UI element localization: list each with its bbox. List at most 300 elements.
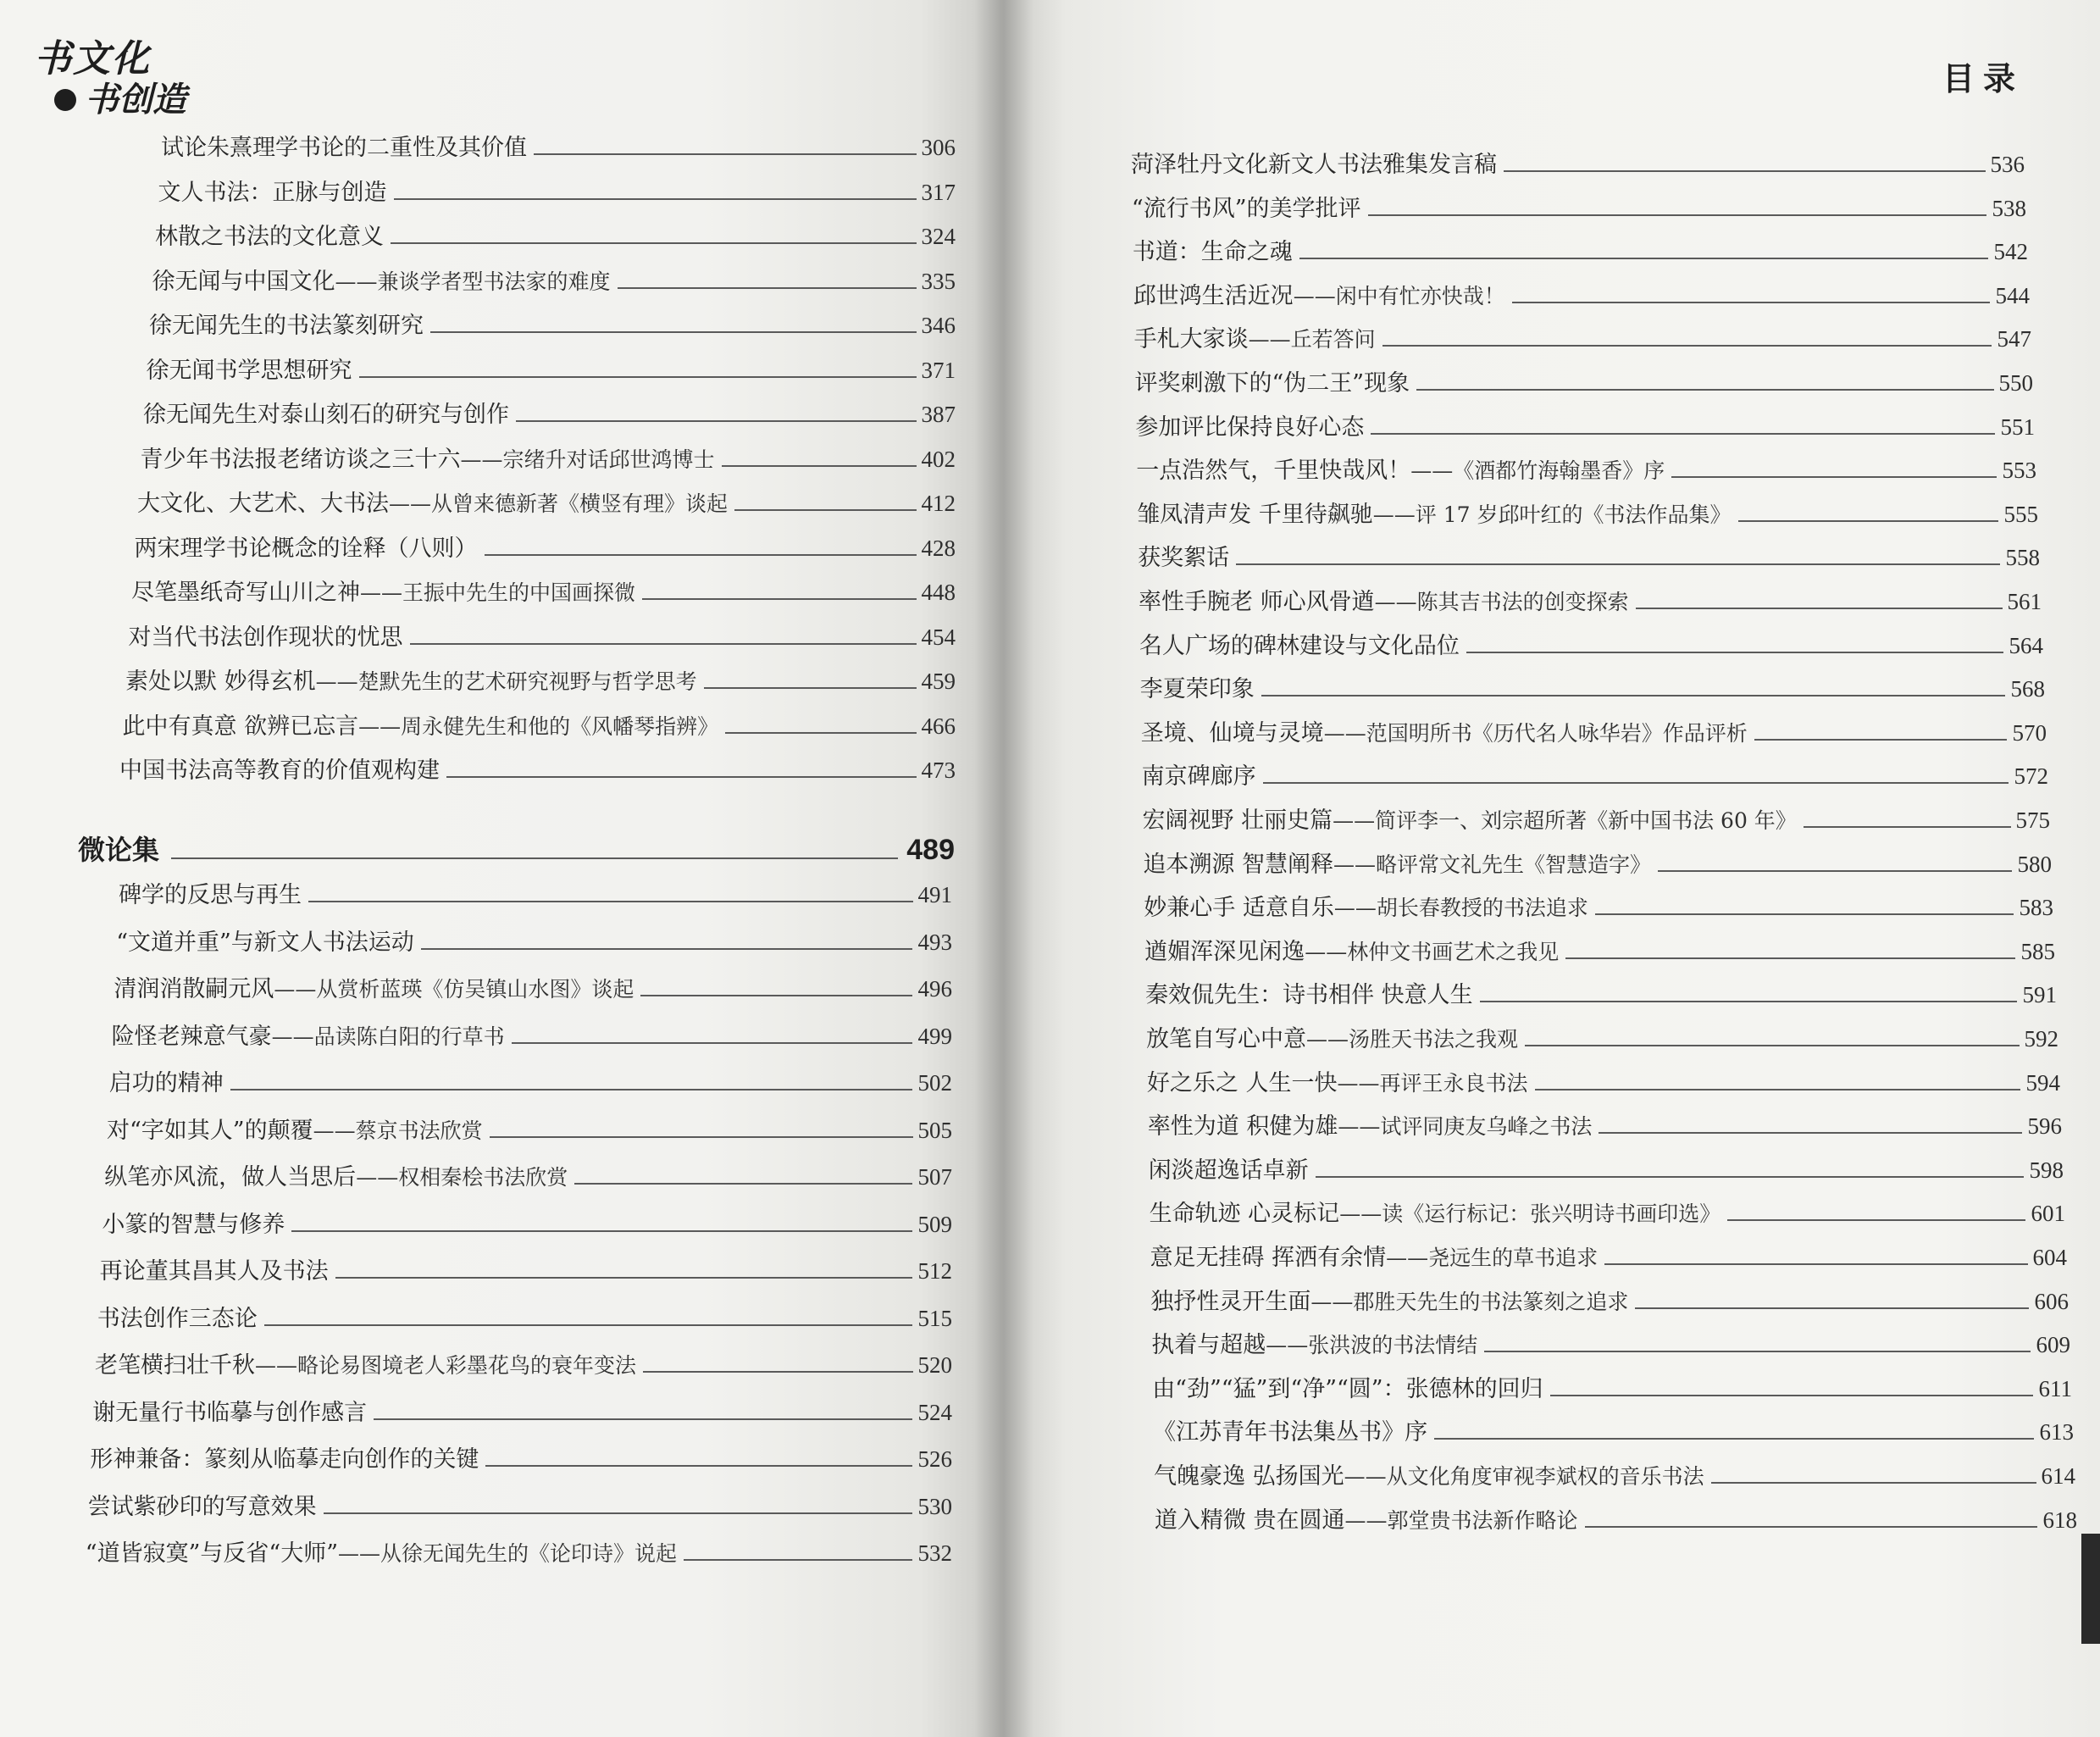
toc-entry-main-title: 再论董其昌其人及书法: [99, 1258, 329, 1285]
leader-line: [324, 1512, 913, 1514]
toc-entry-title: [1135, 414, 1364, 441]
toc-entry-subtitle: ——兼谈学者型书法家的难度: [335, 269, 611, 294]
toc-entry-main-title: 妙兼心手 适意自乐: [1144, 895, 1334, 922]
toc-entry-subtitle: ——丘若答问: [1248, 327, 1376, 352]
toc-entry-main-title: “道皆寂寞”与反省“大师”: [85, 1540, 339, 1567]
leader-line: [308, 901, 913, 902]
leader-line: [264, 1324, 913, 1326]
toc-entry-main-title: 尽笔墨纸奇写山川之神: [131, 580, 360, 606]
toc-entry-main-title: 清润消散嗣元风: [114, 976, 274, 1002]
toc-entry-main-title: 徐无闻书学思想研究: [146, 357, 352, 384]
toc-entry-title: [1141, 720, 1748, 747]
leader-line: [1480, 1001, 2018, 1002]
toc-entry-page-number: 575: [2015, 807, 2050, 833]
leader-line: [574, 1183, 912, 1185]
toc-entry-main-title: 追本溯源 智慧阐释: [1143, 851, 1333, 878]
toc-entry: [1131, 151, 2025, 179]
leader-line: [512, 1042, 913, 1044]
leader-line: [1604, 1263, 2027, 1265]
toc-entry-page-number: 402: [921, 446, 956, 472]
toc-entry-page-number: 551: [2000, 413, 2035, 440]
toc-entry: [1153, 1418, 2074, 1446]
right-page: [1000, 0, 2100, 1737]
toc-entry: [1144, 938, 2055, 966]
toc-entry: [1152, 1375, 2072, 1403]
toc-entry-title: [1139, 589, 1629, 616]
toc-entry-title: [1143, 807, 1797, 835]
leader-line: [230, 1089, 913, 1090]
toc-entry: [1143, 851, 2052, 879]
section-heading: [78, 829, 955, 868]
leader-line: [391, 242, 917, 244]
toc-entry-page-number: 604: [2032, 1245, 2067, 1270]
toc-entry-page-number: 306: [921, 135, 956, 160]
leader-line: [359, 376, 917, 378]
toc-entry-page-number: 542: [1993, 239, 2028, 265]
toc-entry-page-number: 346: [921, 313, 956, 338]
leader-line: [1504, 170, 1986, 172]
toc-entry-page-number: 502: [917, 1070, 952, 1096]
toc-entry: [155, 223, 956, 251]
toc-entry-page-number: 538: [1992, 195, 2026, 221]
leader-line: [1263, 782, 2009, 784]
toc-entry: [88, 1493, 952, 1521]
toc-entry-main-title: 邱世鸿生活近况: [1133, 282, 1294, 309]
toc-entry-title: [119, 882, 302, 909]
toc-entry: [1148, 1113, 2062, 1140]
toc-entry-main-title: 试论朱熹理学书论的二重性及其价值: [161, 135, 527, 161]
toc-entry-subtitle: ——楚默先生的艺术研究视野与哲学思考: [315, 669, 697, 694]
toc-entry-page-number: 454: [921, 624, 956, 650]
toc-entry-subtitle: ——郡胜天先生的书法篆刻之追求: [1310, 1289, 1629, 1314]
toc-entry-page-number: 558: [2005, 545, 2040, 571]
toc-entry-page-number: 509: [917, 1211, 952, 1237]
toc-entry: [1150, 1244, 2068, 1272]
toc-entry: [1146, 1025, 2058, 1053]
toc-entry-title: [95, 1352, 636, 1379]
toc-entry-title: [137, 491, 728, 518]
toc-entry-title: [86, 1540, 677, 1568]
toc-entry-title: [1143, 852, 1651, 879]
toc-entry: [1136, 457, 2036, 485]
toc-entry-page-number: 507: [917, 1164, 952, 1190]
toc-entry-page-number: 613: [2039, 1419, 2074, 1446]
toc-entry-subtitle: ——陈其吉书法的创变探索: [1374, 590, 1629, 614]
toc-entry: [125, 668, 956, 696]
toc-entry: [1135, 369, 2034, 397]
leader-line: [1550, 1395, 2034, 1396]
toc-entry-main-title: “文道并重”与新文人书法运动: [116, 929, 414, 956]
toc-entry-page-number: 466: [921, 713, 956, 739]
toc-entry-main-title: 率性手腕老 师心风骨遒: [1139, 589, 1375, 615]
toc-entry-page-number: 591: [2022, 982, 2057, 1008]
leader-line: [704, 687, 917, 689]
toc-entry: [1133, 282, 2030, 310]
toc-entry-title: [1150, 1289, 1628, 1316]
toc-entry-page-number: 536: [1990, 152, 2025, 177]
toc-entry-title: [1135, 370, 1410, 397]
toc-entry-subtitle: ——从徐无闻先生的《论印诗》说起: [338, 1541, 678, 1566]
toc-entry-main-title: 好之乐之 人生一快: [1146, 1069, 1338, 1096]
leader-line: [1738, 520, 1999, 522]
toc-entry: [147, 357, 956, 385]
toc-entry-main-title: 李夏荣印象: [1139, 676, 1255, 703]
toc-entry-page-number: 526: [917, 1446, 952, 1472]
toc-entry-title: [149, 313, 424, 340]
leader-line: [722, 465, 917, 467]
toc-entry-page-number: 596: [2027, 1113, 2062, 1140]
toc-entry-main-title: 获奖絮话: [1138, 545, 1230, 572]
leader-line: [1236, 563, 2000, 565]
toc-entry: [104, 1163, 952, 1191]
leader-line: [1754, 739, 2008, 741]
toc-entry: [114, 975, 952, 1003]
toc-entry-subtitle: ——从文化角度审视李斌权的音乐书法: [1344, 1464, 1704, 1489]
toc-entry: [1143, 807, 2051, 835]
leader-line: [335, 1277, 913, 1279]
toc-entry-title: [141, 447, 715, 474]
toc-entry-subtitle: ——品读陈白阳的行草书: [271, 1024, 505, 1049]
toc-entry: [107, 1117, 952, 1145]
toc-entry-page-number: 448: [921, 580, 956, 605]
toc-entry-main-title: 菏泽牡丹文化新文人书法雅集发言稿: [1131, 152, 1497, 178]
toc-entry: [1155, 1507, 2077, 1534]
toc-entry-page-number: 412: [921, 491, 956, 516]
toc-entry-page-number: 428: [921, 535, 956, 561]
leader-line: [430, 331, 917, 333]
toc-entry-page-number: 496: [917, 976, 952, 1002]
toc-entry-title: [1134, 326, 1376, 353]
toc-entry-title: [1155, 1507, 1578, 1534]
toc-entry-main-title: 对“字如其人”的颠覆: [107, 1117, 313, 1144]
toc-entry: [109, 1069, 952, 1097]
toc-entry-subtitle: ——王振中先生的中国画探微: [360, 580, 636, 605]
toc-entry-title: [112, 1024, 505, 1051]
toc-entry: [116, 929, 952, 957]
toc-entry-main-title: 气魄豪逸 弘扬国光: [1154, 1463, 1344, 1490]
toc-entry-page-number: 561: [2007, 589, 2042, 614]
toc-entry-main-title: 意足无挂碍 挥洒有余情: [1150, 1245, 1387, 1271]
leader-line: [642, 598, 916, 600]
toc-entry-page-number: 505: [917, 1117, 952, 1143]
toc-entry-title: [135, 536, 478, 563]
toc-entry-main-title: 书道：生命之魂: [1132, 239, 1293, 266]
toc-entry-title: [1133, 283, 1505, 310]
toc-entry-page-number: 564: [2009, 632, 2043, 658]
toc-entry-title: [1136, 458, 1665, 485]
toc-entry-title: [1138, 545, 1229, 572]
toc-entry-page-number: 324: [921, 224, 956, 249]
toc-entry-title: [109, 1070, 224, 1097]
toc-entry-main-title: 南京碑廊序: [1141, 763, 1256, 791]
toc-entry-main-title: 放笔自写心中意: [1146, 1026, 1306, 1052]
toc-entry-page-number: 530: [917, 1493, 952, 1519]
toc-entry-main-title: 遒媚浑深见闲逸: [1144, 938, 1305, 965]
toc-entry-subtitle: ——从赏析蓝瑛《仿吴镇山水图》谈起: [274, 977, 634, 1002]
toc-entry-title: [129, 624, 403, 652]
toc-entry-title: [1137, 502, 1731, 529]
toc-entry-title: [1139, 633, 1460, 660]
toc-entry-title: [102, 1212, 285, 1239]
toc-entry-subtitle: ——宗绪升对话邱世鸿博士: [460, 447, 715, 472]
toc-entry-page-number: 515: [917, 1305, 952, 1331]
toc-entry: [1144, 894, 2053, 922]
leader-line: [1635, 1307, 2029, 1309]
toc-entry-title: [92, 1400, 367, 1427]
toc-entry-page-number: 555: [2003, 501, 2038, 527]
toc-entry-main-title: 碑学的反思与再生: [119, 882, 302, 908]
toc-entry-page-number: 570: [2012, 719, 2047, 746]
toc-entry-main-title: 由“劲”“猛”到“净”“圆”：张德林的回归: [1152, 1375, 1543, 1402]
toc-entry-main-title: 尝试紫砂印的写意效果: [87, 1493, 317, 1520]
toc-entry: [1142, 763, 2048, 791]
toc-entry-subtitle: ——胡长春教授的书法追求: [1333, 896, 1588, 921]
leader-line: [1565, 957, 2015, 959]
leader-line: [1371, 433, 1995, 435]
leader-line: [421, 948, 913, 950]
toc-entry-page-number: 317: [921, 179, 956, 205]
toc-entry-page-number: 583: [2019, 895, 2053, 921]
toc-entry: [1135, 413, 2035, 441]
toc-entry-subtitle: ——范国明所书《历代名人咏华岩》作品评析: [1323, 720, 1748, 746]
toc-entry-main-title: 闲淡超逸话卓新: [1148, 1157, 1309, 1184]
toc-entry-subtitle: ——再评王永良书法: [1337, 1070, 1528, 1096]
toc-entry: [100, 1257, 952, 1285]
toc-entry: [1147, 1069, 2060, 1097]
toc-entry: [119, 881, 952, 909]
leader-line: [1368, 214, 1987, 216]
toc-entry-page-number: 601: [2031, 1201, 2065, 1227]
toc-entry: [97, 1305, 952, 1333]
series-logo: [34, 37, 186, 119]
toc-entry-main-title: 书法创作三态论: [97, 1305, 258, 1332]
toc-entry-title: [114, 976, 634, 1003]
leader-line: [643, 1371, 912, 1373]
toc-entry-page-number: 547: [1997, 326, 2031, 352]
toc-entry-main-title: 大文化、大艺术、大书法: [137, 491, 389, 517]
toc-entry-title: [1131, 152, 1497, 179]
toc-entry-title: [1142, 763, 1256, 791]
toc-entry-main-title: 评奖刺激下的“伪二王”现象: [1134, 370, 1410, 397]
toc-entry-main-title: 道入精微 贵在圆通: [1154, 1507, 1345, 1534]
toc-entry-main-title: 险怪老辣意气豪: [111, 1023, 272, 1050]
toc-entry-main-title: 参加评比保持良好心态: [1135, 413, 1365, 441]
toc-entry: [1138, 544, 2040, 572]
toc-entry: [119, 757, 956, 785]
toc-entry-page-number: 493: [917, 929, 952, 955]
toc-entry-main-title: 形神兼备：篆刻从临摹走向创作的关键: [90, 1446, 479, 1473]
leader-line: [485, 1465, 912, 1467]
toc-entry-subtitle: ——略论易图境老人彩墨花鸟的衰年变法: [255, 1353, 637, 1378]
toc-entry-page-number: 544: [1995, 282, 2030, 308]
toc-entry: [102, 1211, 952, 1239]
toc-entry-main-title: 名人广场的碑林建设与文化品位: [1139, 632, 1460, 659]
leader-line: [410, 643, 917, 645]
toc-entry-title: [1153, 1419, 1427, 1446]
toc-entry: [152, 268, 956, 296]
toc-entry-subtitle: ——从曾来德新著《横竖有理》谈起: [389, 491, 729, 516]
toc-entry-title: [131, 580, 635, 607]
toc-entry-page-number: 491: [917, 882, 952, 907]
toc-entry-title: [125, 669, 697, 696]
toc-entry-title: [152, 269, 611, 296]
leader-line: [1512, 302, 1991, 303]
toc-entry-subtitle: ——张洪波的书法情结: [1266, 1333, 1478, 1358]
leader-line: [446, 776, 917, 778]
toc-entry-page-number: 335: [921, 268, 956, 294]
toc-entry-main-title: 文人书法：正脉与创造: [158, 179, 387, 206]
toc-entry-subtitle: ——闲中有忙亦快哉！: [1293, 283, 1505, 308]
toc-entry-subtitle: ——试评同庚友乌峰之书法: [1338, 1114, 1593, 1140]
toc-entry-page-number: 606: [2034, 1288, 2069, 1314]
leader-line: [1599, 1132, 2022, 1134]
toc-entry-title: [104, 1164, 568, 1191]
leader-line: [1434, 1438, 2034, 1440]
toc-entry-title: [1148, 1113, 1593, 1140]
toc-entry: [137, 490, 956, 518]
toc-entry-main-title: 启功的精神: [108, 1070, 224, 1096]
toc-entry: [1137, 501, 2038, 529]
toc-entry-main-title: 素处以默 妙得玄机: [125, 669, 316, 695]
toc-entry-title: [158, 180, 387, 207]
toc-entry-title: [1140, 676, 1255, 703]
toc-entry-main-title: 对当代书法创作现状的忧思: [128, 624, 403, 651]
leader-line: [618, 287, 917, 289]
leader-line: [1727, 1219, 2025, 1221]
toc-entry-title: [90, 1446, 479, 1473]
toc-entry-page-number: 371: [921, 357, 956, 383]
toc-entry-main-title: 一点浩然气，千里快哉风！: [1136, 458, 1411, 485]
toc-entry: [1139, 632, 2043, 660]
toc-entry-page-number: 611: [2038, 1375, 2072, 1401]
toc-entry-subtitle: ——《酒都竹海翰墨香》序: [1410, 458, 1665, 484]
toc-entry-title: [88, 1494, 317, 1521]
toc-entry-main-title: 宏阔视野 壮丽史篇: [1142, 807, 1333, 834]
toc-entry-main-title: 老笔横扫壮千秋: [95, 1352, 255, 1379]
toc-entry-page-number: 614: [2041, 1463, 2075, 1489]
toc-entry-subtitle: ——读《运行标记：张兴明诗书画印选》: [1339, 1201, 1721, 1227]
toc-entry-main-title: 小篆的智慧与修养: [102, 1211, 285, 1238]
toc-entry-title: [155, 224, 384, 251]
toc-entry: [86, 1540, 952, 1568]
toc-entry-title: [97, 1306, 258, 1333]
book-gutter: [974, 0, 1033, 1737]
toc-entry-title: [147, 358, 352, 385]
leader-line: [1466, 652, 2004, 653]
toc-entry: [158, 179, 956, 207]
leader-line: [516, 420, 917, 422]
section-title: 微论集: [78, 834, 160, 866]
toc-entry-title: [1150, 1201, 1721, 1228]
left-page: [0, 0, 1000, 1737]
toc-entry-page-number: 592: [2024, 1026, 2058, 1052]
toc-entry-main-title: 纵笔亦风流，做人当思后: [104, 1164, 357, 1190]
toc-entry: [149, 312, 956, 340]
toc-entry: [1145, 981, 2057, 1009]
leader-line: [734, 509, 916, 511]
toc-entry: [141, 446, 956, 474]
toc-entry-title: [123, 713, 719, 741]
logo-dot-icon: [54, 89, 76, 111]
toc-entry-title: [116, 930, 414, 957]
leader-line: [1316, 1176, 2025, 1178]
toc-entry: [1154, 1462, 2075, 1490]
toc-entry-subtitle: ——郭堂贵书法新作略论: [1344, 1507, 1578, 1533]
toc-entry-page-number: 520: [917, 1352, 952, 1378]
toc-entry-page-number: 512: [917, 1258, 952, 1284]
toc-entry-title: [1144, 939, 1559, 966]
leader-line: [485, 554, 917, 556]
toc-entry-title: [107, 1118, 483, 1145]
toc-entry: [1140, 675, 2045, 703]
toc-entry-title: [1150, 1245, 1599, 1272]
toc-entry-subtitle: ——汤胜天书法之我观: [1306, 1027, 1519, 1052]
toc-entry-subtitle: ——尧远生的草书追求: [1386, 1246, 1599, 1270]
toc-entry-main-title: 中国书法高等教育的价值观构建: [119, 758, 440, 784]
leader-line: [640, 995, 912, 996]
toc-entry-title: [1152, 1376, 1543, 1403]
toc-entry: [1134, 325, 2031, 353]
toc-entry-page-number: 553: [2002, 458, 2036, 484]
toc-entry-page-number: 580: [2017, 851, 2052, 877]
toc-entry-title: [1149, 1157, 1309, 1185]
toc-entry-title: [119, 758, 440, 785]
toc-entry-main-title: 雏凤清声发 千里待飙驰: [1137, 501, 1373, 528]
toc-entry-title: [161, 135, 527, 162]
toc-entry-main-title: 生命轨迹 心灵标记: [1149, 1201, 1340, 1228]
toc-entry-title: [1151, 1332, 1477, 1359]
toc-entry: [1132, 195, 2026, 223]
leader-line: [1299, 258, 1989, 259]
page-edge-tab: [2081, 1534, 2100, 1644]
toc-entry-main-title: 谢无量行书临摹与创作感言: [92, 1399, 368, 1426]
leader-line: [1636, 608, 2003, 609]
toc-entry: [143, 401, 956, 429]
toc-entry-page-number: 459: [921, 669, 956, 694]
toc-entry: [95, 1351, 952, 1379]
toc-entry-subtitle: ——蔡京书法欣赏: [313, 1118, 483, 1143]
toc-entry-page-number: 387: [921, 402, 956, 427]
toc-entry-main-title: 《江苏青年书法集丛书》序: [1153, 1419, 1428, 1446]
toc-entry: [90, 1446, 952, 1473]
toc-entry: [129, 624, 956, 652]
leader-line: [1658, 870, 2012, 872]
toc-entry: [1139, 588, 2042, 616]
toc-entry-title: [100, 1258, 329, 1285]
toc-entry-main-title: 徐无闻先生的书法篆刻研究: [149, 313, 424, 339]
series-logo-line1: 书文化: [34, 37, 151, 80]
toc-entry-page-number: 594: [2025, 1069, 2060, 1096]
toc-entry-title: [143, 402, 509, 429]
toc-entry-title: [1146, 1026, 1518, 1053]
toc-entry-page-number: 585: [2020, 938, 2055, 964]
toc-entry: [1150, 1200, 2065, 1228]
toc-entry-subtitle: ——评 17 岁邱叶红的《书法作品集》: [1372, 502, 1732, 527]
toc-entry: [92, 1399, 952, 1427]
leader-line: [1595, 913, 2014, 915]
toc-entry-page-number: 524: [917, 1399, 952, 1425]
toc-entry: [1133, 238, 2028, 266]
leader-line: [394, 198, 917, 200]
toc-entry-main-title: 执着与超越: [1151, 1332, 1266, 1359]
toc-entry-title: [1144, 895, 1588, 922]
leader-line: [1525, 1045, 2019, 1046]
toc-entry: [112, 1023, 952, 1051]
toc-entry-page-number: 550: [1998, 370, 2033, 396]
toc-entry-main-title: 此中有真意 欲辨已忘言: [122, 713, 359, 740]
toc-entry-title: [1147, 1070, 1528, 1097]
leader-line: [1484, 1351, 2031, 1352]
